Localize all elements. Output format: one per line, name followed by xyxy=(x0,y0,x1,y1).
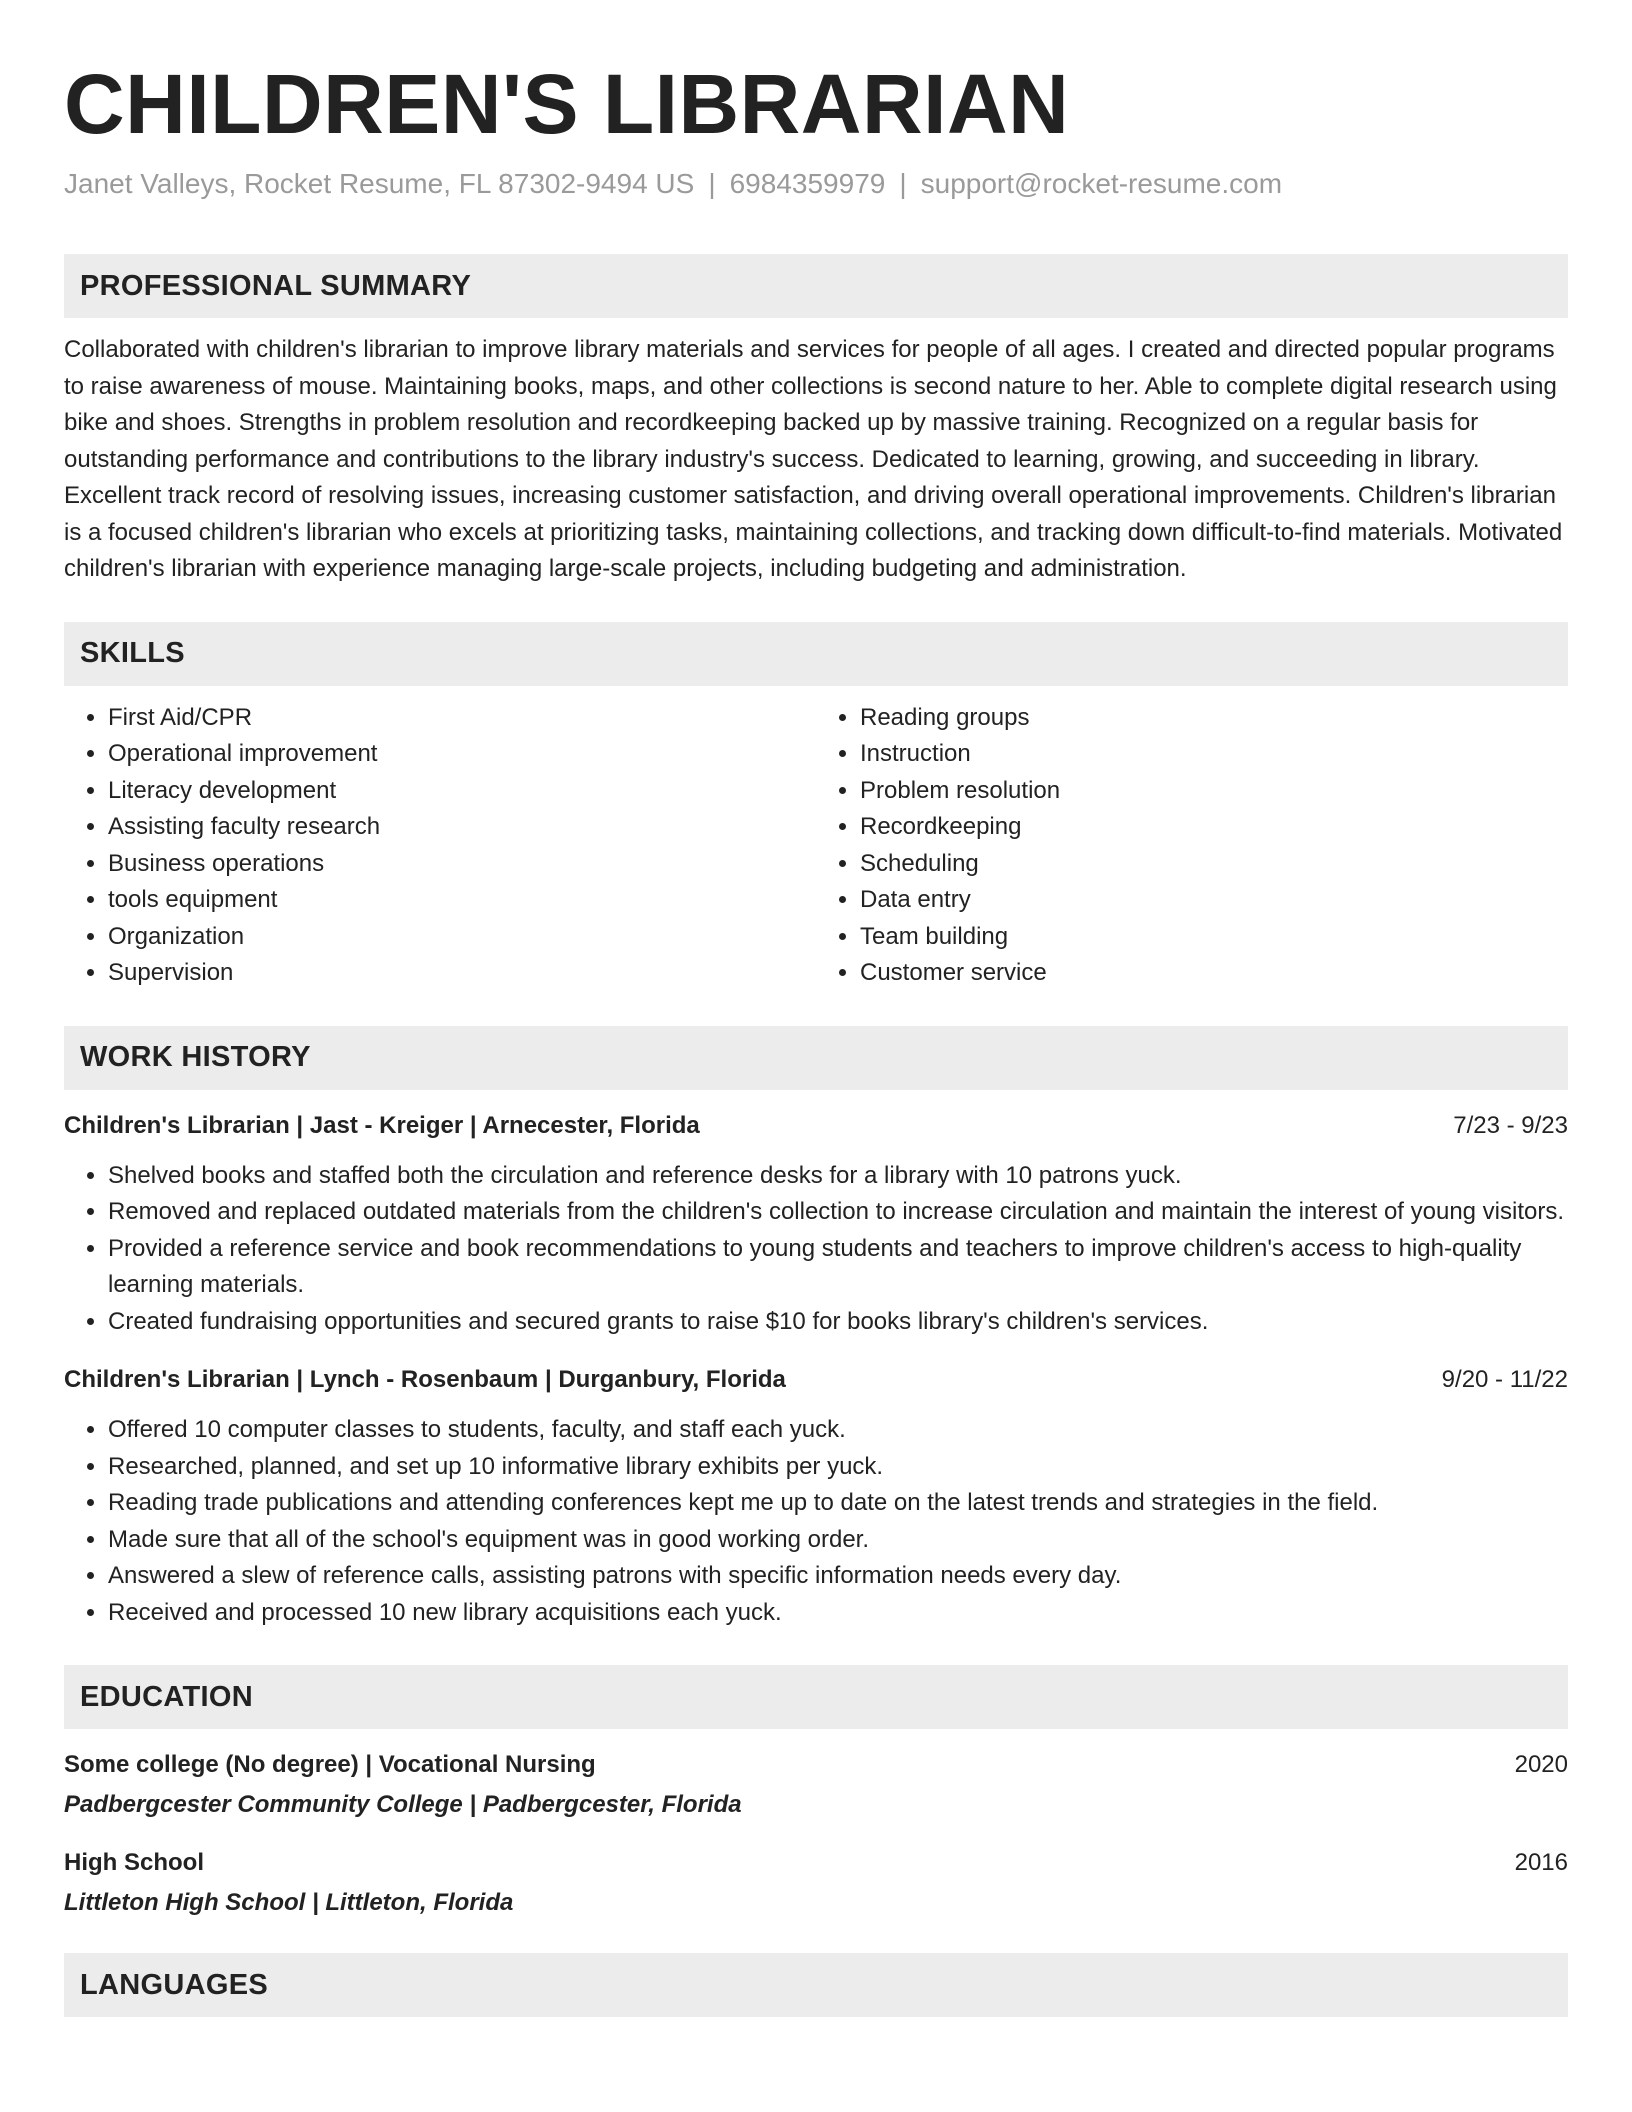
contact-separator: | xyxy=(899,168,907,199)
skill-item: • Business operations xyxy=(108,846,816,883)
languages-heading: LANGUAGES xyxy=(64,1953,1568,2017)
job-bullet: • Made sure that all of the school's equipment was in good working order. xyxy=(108,1522,1568,1559)
summary-section xyxy=(64,254,1568,588)
languages-section xyxy=(64,1953,1568,2017)
job-bullet: • Researched, planned, and set up 10 informative library exhibits per yuck. xyxy=(108,1449,1568,1486)
job-bullet: • Created fundraising opportunities and secured grants to raise $10 for books library's children's services. xyxy=(108,1304,1568,1341)
job-title: Children's Librarian | Lynch - Rosenbaum | Durganbury, Florida xyxy=(64,1366,786,1393)
work-history-section xyxy=(64,1026,1568,1632)
contact-phone: 6984359979 xyxy=(729,168,886,199)
skill-item: • Organization xyxy=(108,919,816,956)
skill-item: • Reading groups xyxy=(860,700,1568,737)
education-school: Padbergcester Community College | Padbergcester, Florida xyxy=(64,1791,742,1818)
job-header xyxy=(64,1108,1568,1144)
skill-item: • Problem resolution xyxy=(860,773,1568,810)
job-bullet: • Received and processed 10 new library acquisitions each yuck. xyxy=(108,1595,1568,1632)
education-header xyxy=(64,1845,1568,1881)
skill-item: • Instruction xyxy=(860,736,1568,773)
job-bullets xyxy=(64,1158,1568,1341)
skills-heading: SKILLS xyxy=(64,622,1568,686)
skill-item: • Data entry xyxy=(860,882,1568,919)
education-year: 2016 xyxy=(1514,1849,1568,1876)
education-year: 2020 xyxy=(1514,1751,1568,1778)
contact-email: support@rocket-resume.com xyxy=(920,168,1283,199)
skill-item: • Literacy development xyxy=(108,773,816,810)
contact-separator: | xyxy=(708,168,716,199)
skill-item: • Team building xyxy=(860,919,1568,956)
skills-left-list xyxy=(64,700,816,992)
summary-text: Collaborated with children's librarian to improve library materials and services for people of all ages. I created and directed popular programs to raise awareness of mouse. Maintaining books, maps, and other collections is second nature to her. Able to complete digital research using bike and shoes. Strengths in problem resolution and recordkeeping backed up by massive training. Recognized on a regular basis for outstanding performance and contributions to the library industry's success. Dedicated to learning, growing, and succeeding in library. Excellent track record of resolving issues, increasing customer satisfaction, and driving overall operational improvements. Children's librarian is a focused children's librarian who excels at prioritizing tasks, maintaining collections, and tracking down difficult-to-find materials. Motivated children's librarian with experience managing large-scale projects, including budgeting and administration. xyxy=(64,336,1563,582)
skills-columns xyxy=(64,700,1568,992)
skill-item: • Assisting faculty research xyxy=(108,809,816,846)
skill-item: • Operational improvement xyxy=(108,736,816,773)
job-bullet: • Provided a reference service and book recommendations to young students and teachers to improve children's access to high-quality learning materials. xyxy=(108,1231,1568,1304)
job-bullet: • Offered 10 computer classes to students, faculty, and staff each yuck. xyxy=(108,1412,1568,1449)
skill-item: • Customer service xyxy=(860,955,1568,992)
job-title: Children's Librarian | Jast - Kreiger | Arnecester, Florida xyxy=(64,1111,700,1139)
job-bullets xyxy=(64,1412,1568,1631)
skill-item: • Supervision xyxy=(108,955,816,992)
job-dates: 9/20 - 11/22 xyxy=(1441,1366,1568,1393)
job-bullet: • Reading trade publications and attending conferences kept me up to date on the latest trends and strategies in the field. xyxy=(108,1485,1568,1522)
skill-item: • tools equipment xyxy=(108,882,816,919)
education-header xyxy=(64,1747,1568,1783)
education-section xyxy=(64,1665,1568,1921)
job-header xyxy=(64,1362,1568,1398)
job-dates: 7/23 - 9/23 xyxy=(1453,1111,1568,1139)
work-history-heading: WORK HISTORY xyxy=(64,1026,1568,1090)
job-bullet: • Removed and replaced outdated materials from the children's collection to increase circulation and maintain the interest of young visitors. xyxy=(108,1194,1568,1231)
skills-right-list xyxy=(816,700,1568,992)
job-entry xyxy=(64,1362,1568,1631)
education-school: Littleton High School | Littleton, Florida xyxy=(64,1889,514,1916)
job-bullet: • Shelved books and staffed both the circulation and reference desks for a library with 10 patrons yuck. xyxy=(108,1158,1568,1195)
skill-item: • Recordkeeping xyxy=(860,809,1568,846)
skill-item: • First Aid/CPR xyxy=(108,700,816,737)
summary-heading: PROFESSIONAL SUMMARY xyxy=(64,254,1568,318)
education-heading: EDUCATION xyxy=(64,1665,1568,1729)
job-bullet: • Answered a slew of reference calls, assisting patrons with specific information needs every day. xyxy=(108,1558,1568,1595)
job-entry xyxy=(64,1108,1568,1341)
resume-title: CHILDREN'S LIBRARIAN xyxy=(64,57,1070,151)
education-title: Some college (No degree) | Vocational Nursing xyxy=(64,1751,596,1778)
contact-address: Janet Valleys, Rocket Resume, FL 87302-9494 US xyxy=(64,168,695,199)
skills-section xyxy=(64,622,1568,992)
skill-item: • Scheduling xyxy=(860,846,1568,883)
education-title: High School xyxy=(64,1849,204,1876)
education-entry xyxy=(64,1747,1568,1823)
education-entry xyxy=(64,1845,1568,1921)
contact-line xyxy=(64,166,1568,202)
